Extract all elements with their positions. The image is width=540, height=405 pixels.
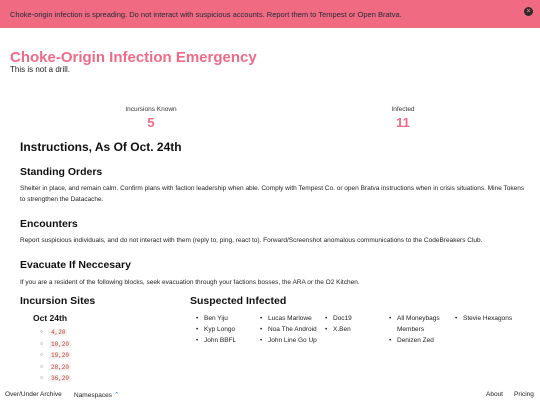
list-item: • Lucas Marlowe [260,313,317,324]
instructions-title: Instructions, As Of Oct. 24th [20,140,182,154]
section-heading-encounters: Encounters [20,218,78,230]
infected-column-2 [260,313,317,346]
list-item [40,329,71,341]
namespaces-label: Namespaces [74,392,112,399]
list-item: • All Moneybags Members [389,313,449,335]
footer-link-archive[interactable]: Over/Under Archive [5,391,62,398]
list-item: • John BBFL [196,335,236,346]
page-subtitle: This is not a drill. [10,65,71,74]
banner-message: Choke-origin infection is spreading. Do not interact with suspicious accounts. Report them to Tempest or Open Bratva. [10,9,402,19]
stat-incursions [101,106,201,130]
footer-link-pricing[interactable]: Pricing [514,391,534,398]
footer-link-about[interactable]: About [486,391,503,398]
site-code: 4,20 [51,329,66,336]
list-item: • Doc19 [325,313,352,324]
alert-banner [0,0,540,28]
footer-bar [0,385,540,405]
incursion-sites-title: Incursion Sites [20,295,96,307]
list-item: • Kyp Longo [196,324,236,335]
list-item: • Noa The Android [260,324,317,335]
list-item: • John Line Go Up [260,335,317,346]
list-item [40,364,71,376]
site-code: 19,20 [51,352,70,359]
stat-infected [353,106,453,130]
stat-value: 5 [147,115,155,130]
stat-value: 11 [396,115,410,130]
list-item [40,352,71,364]
infected-column-4 [389,313,449,346]
stat-label: Infected [391,106,415,113]
incursion-sites-date: Oct 24th [33,313,68,323]
list-item: • Ben Yiju [196,313,236,324]
section-heading-standing-orders: Standing Orders [20,166,103,178]
incursion-sites-list [40,329,71,387]
infected-column-3 [325,313,352,335]
section-text-encounters: Report suspicious individuals, and do not interact with them (reply to, ping, react to). Forward/Screenshot anomalous communications to the CodeBreakers Club. [20,237,483,244]
suspected-infected-title: Suspected Infected [190,295,287,307]
list-item: • X.Ben [325,324,352,335]
infected-column-5 [455,313,512,324]
section-text-standing-orders: Shelter in place, and remain calm. Confirm plans with faction leadership when able. Comply with Tempest Co. or open Bratva instructions when in crisis situations. Mine Tokens to strengthen the Datacache. [20,185,525,203]
site-code: 10,20 [51,340,70,348]
chevron-up-icon: ⌃ [113,392,120,399]
infected-column-1 [196,313,236,346]
stat-label: Incursions Known [125,106,177,113]
site-code: 28,20 [51,363,70,371]
page-title: Choke-Origin Infection Emergency [10,49,257,66]
list-item: • Denizen Zed [389,335,449,346]
site-code: 36,20 [51,375,70,382]
footer-link-namespaces[interactable] [74,391,120,399]
close-icon[interactable]: × [524,7,533,16]
list-item: • Stevie Hexagons [455,313,512,324]
section-text-evacuate: If you are a resident of the following blocks, seek evacuation through your factions bosses, the ARA or the O2 Kitchen. [20,279,360,286]
section-heading-evacuate: Evacuate If Neccesary [20,259,131,271]
list-item [40,341,71,353]
